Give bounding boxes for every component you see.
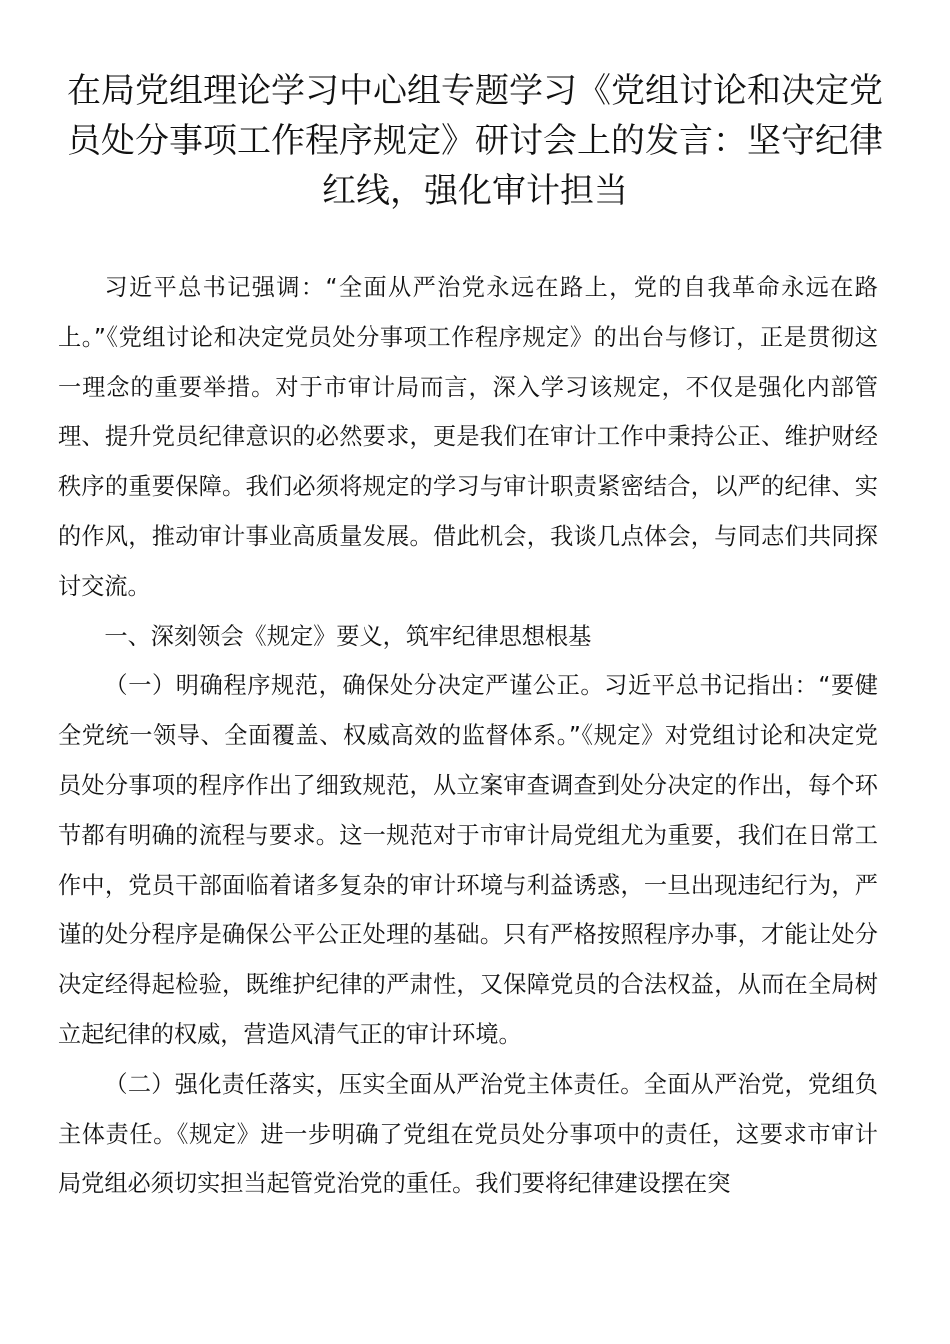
document-body — [58, 263, 878, 1209]
intro-paragraph: 习近平总书记强调：“全面从严治党永远在路上，党的自我革命永远在路上。”《党组讨论和决定党员处分事项工作程序规定》的出台与修订，正是贯彻这一理念的重要举措。对于市审计局而言，深入学习该规定，不仅是强化内部管理、提升党员纪律意识的必然要求，更是我们在审计工作中秉持公正、维护财经秩序的重要保障。我们必须将规定的学习与审计职责紧密结合，以严的纪律、实的作风，推动审计事业高质量发展。借此机会，我谈几点体会，与同志们共同探讨交流。 — [58, 274, 878, 600]
section-heading-1: 一、深刻领会《规定》要义，筑牢纪律思想根基 — [104, 622, 592, 650]
subsection-paragraph-2: （二）强化责任落实，压实全面从严治党主体责任。全面从严治党，党组负主体责任。《规定》进一步明确了党组在党员处分事项中的责任，这要求市审计局党组必须切实担当起管党治党的重任。我们要将纪律建设摆在突 — [58, 1070, 878, 1198]
subsection-paragraph-1: （一）明确程序规范，确保处分决定严谨公正。习近平总书记指出：“要健全党统一领导、全面覆盖、权威高效的监督体系。”《规定》对党组讨论和决定党员处分事项的程序作出了细致规范，从立案审查调查到处分决定的作出，每个环节都有明确的流程与要求。这一规范对于市审计局党组尤为重要，我们在日常工作中，党员干部面临着诸多复杂的审计环境与利益诱惑，一旦出现违纪行为，严谨的处分程序是确保公平公正处理的基础。只有严格按照程序办事，才能让处分决定经得起检验，既维护纪律的严肃性，又保障党员的合法权益，从而在全局树立起纪律的权威，营造风清气正的审计环境。 — [58, 672, 878, 1048]
document-title: 在局党组理论学习中心组专题学习《党组讨论和决定党员处分事项工作程序规定》研讨会上的发言：坚守纪律红线，强化审计担当 — [67, 71, 883, 211]
